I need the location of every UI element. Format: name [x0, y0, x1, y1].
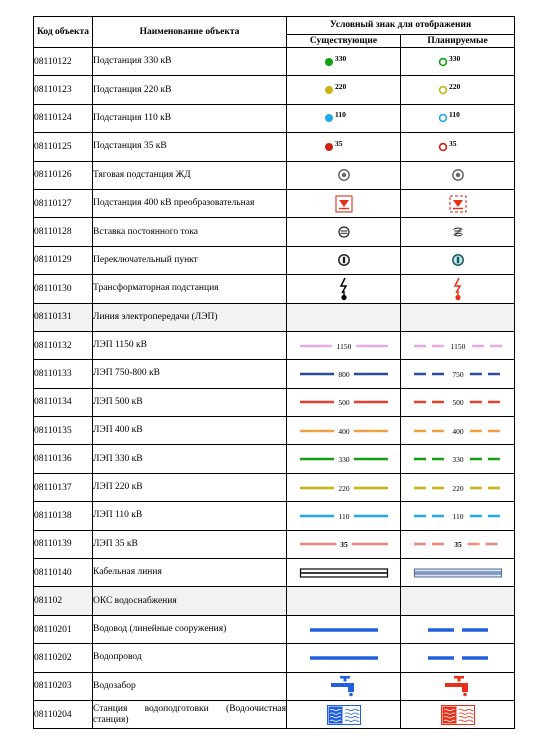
planned-symbol-cell	[401, 644, 515, 672]
object-name: Подстанция 220 кВ	[93, 76, 287, 104]
existing-symbol-cell	[287, 473, 401, 501]
power-line-existing-icon	[300, 453, 388, 465]
table-row	[34, 218, 515, 246]
existing-symbol-cell	[287, 615, 401, 643]
existing-symbol-cell	[287, 417, 401, 445]
object-code: 08110133	[34, 360, 93, 388]
table-row	[34, 104, 515, 132]
object-name: ЛЭП 110 кВ	[93, 502, 287, 530]
existing-symbol-cell	[287, 644, 401, 672]
substation-existing-icon	[322, 83, 366, 97]
power-line-planned-icon	[414, 368, 502, 380]
line-label: 750	[451, 369, 464, 379]
object-name: ЛЭП 220 кВ	[93, 473, 287, 501]
line-label: 220	[337, 483, 350, 493]
existing-symbol-cell	[287, 189, 401, 217]
substation-label: 110	[448, 110, 460, 120]
power-line-planned-icon	[414, 425, 502, 437]
planned-symbol-cell	[401, 672, 515, 700]
group-row	[34, 587, 515, 615]
object-name: Водопровод	[93, 644, 287, 672]
object-name: Кабельная линия	[93, 559, 287, 587]
power-line-planned-icon	[414, 396, 502, 408]
existing-symbol-cell	[287, 76, 401, 104]
object-name: ЛЭП 400 кВ	[93, 417, 287, 445]
object-code: 08110128	[34, 218, 93, 246]
water-line-planned-icon	[428, 626, 488, 634]
existing-symbol-cell	[287, 48, 401, 76]
table-row	[34, 161, 515, 189]
power-line-existing-icon	[300, 340, 388, 352]
header-symbol: Условный знак для отображения	[287, 17, 515, 35]
traction-substation-planned-icon	[451, 168, 465, 182]
cable-line-existing-icon	[300, 567, 388, 579]
table-row	[34, 530, 515, 558]
dc-insert-existing-icon	[337, 225, 351, 239]
table-row	[34, 417, 515, 445]
switching-point-existing-icon	[337, 253, 351, 267]
header-name: Наименование объекта	[93, 17, 287, 48]
line-label: 330	[451, 454, 464, 464]
switching-point-planned-icon	[451, 253, 465, 267]
group-row	[34, 303, 515, 331]
table-row	[34, 388, 515, 416]
table-row	[34, 331, 515, 359]
transformer-substation-existing-icon	[337, 277, 351, 301]
line-label: 110	[338, 511, 349, 521]
object-code: 08110126	[34, 161, 93, 189]
planned-symbol-cell	[401, 587, 515, 615]
power-line-planned-icon	[414, 510, 502, 522]
line-label: 1150	[336, 341, 351, 351]
object-name: Станция водоподготовки (Водоочистная станция)	[93, 700, 287, 728]
planned-symbol-cell	[401, 161, 515, 189]
object-name: Вставка постоянного тока	[93, 218, 287, 246]
substation-label: 330	[448, 53, 460, 63]
planned-symbol-cell	[401, 559, 515, 587]
power-line-existing-icon	[300, 425, 388, 437]
line-label: 35	[339, 540, 348, 550]
object-code: 08110127	[34, 189, 93, 217]
table-row	[34, 559, 515, 587]
line-label: 35	[453, 540, 462, 550]
object-name: ЛЭП 750-800 кВ	[93, 360, 287, 388]
object-code: 08110140	[34, 559, 93, 587]
existing-symbol-cell	[287, 388, 401, 416]
existing-symbol-cell	[287, 559, 401, 587]
header-existing: Существующие	[287, 35, 401, 48]
object-name: Водозабор	[93, 672, 287, 700]
planned-symbol-cell	[401, 700, 515, 728]
object-code: 08110202	[34, 644, 93, 672]
line-label: 1150	[450, 341, 465, 351]
object-code: 08110129	[34, 246, 93, 274]
substation-label: 220	[448, 82, 460, 92]
object-name: ЛЭП 330 кВ	[93, 445, 287, 473]
substation-label: 35	[448, 138, 456, 148]
power-line-existing-icon	[300, 368, 388, 380]
traction-substation-existing-icon	[337, 168, 351, 182]
substation-existing-icon	[322, 140, 366, 154]
table-row	[34, 644, 515, 672]
line-label: 500	[451, 398, 464, 408]
object-code: 08110125	[34, 133, 93, 161]
legend-document	[33, 16, 514, 729]
object-name: Линия электропередачи (ЛЭП)	[93, 303, 287, 331]
substation-planned-icon	[436, 55, 480, 69]
object-name: Подстанция 110 кВ	[93, 104, 287, 132]
water-treatment-existing-icon	[327, 705, 361, 725]
power-line-planned-icon	[414, 340, 502, 352]
table-row	[34, 445, 515, 473]
object-code: 08110130	[34, 275, 93, 303]
dc-insert-planned-icon	[451, 225, 465, 239]
cable-line-planned-icon	[414, 567, 502, 579]
planned-symbol-cell	[401, 76, 515, 104]
object-code: 081102	[34, 587, 93, 615]
converter-substation-existing-icon	[335, 195, 353, 213]
object-code: 08110134	[34, 388, 93, 416]
object-name: ЛЭП 35 кВ	[93, 530, 287, 558]
line-label: 400	[337, 426, 350, 436]
existing-symbol-cell	[287, 502, 401, 530]
power-line-existing-icon	[300, 482, 388, 494]
substation-label: 35	[334, 138, 342, 148]
planned-symbol-cell	[401, 246, 515, 274]
table-row	[34, 502, 515, 530]
table-row	[34, 360, 515, 388]
planned-symbol-cell	[401, 530, 515, 558]
object-code: 08110203	[34, 672, 93, 700]
power-line-existing-icon	[300, 396, 388, 408]
planned-symbol-cell	[401, 360, 515, 388]
existing-symbol-cell	[287, 133, 401, 161]
power-line-planned-icon	[414, 538, 502, 550]
existing-symbol-cell	[287, 246, 401, 274]
existing-symbol-cell	[287, 672, 401, 700]
substation-existing-icon	[322, 111, 366, 125]
planned-symbol-cell	[401, 303, 515, 331]
converter-substation-planned-icon	[449, 195, 467, 213]
object-name: Водовод (линейные сооружения)	[93, 615, 287, 643]
existing-symbol-cell	[287, 331, 401, 359]
existing-symbol-cell	[287, 218, 401, 246]
object-name: Трансформаторная подстанция	[93, 275, 287, 303]
legend-table	[33, 16, 515, 729]
object-code: 08110201	[34, 615, 93, 643]
object-name: Тяговая подстанция ЖД	[93, 161, 287, 189]
line-label: 220	[451, 483, 464, 493]
table-row	[34, 189, 515, 217]
existing-symbol-cell	[287, 104, 401, 132]
object-code: 08110132	[34, 331, 93, 359]
object-code: 08110137	[34, 473, 93, 501]
substation-label: 330	[334, 53, 346, 63]
existing-symbol-cell	[287, 360, 401, 388]
planned-symbol-cell	[401, 48, 515, 76]
object-code: 08110124	[34, 104, 93, 132]
table-row	[34, 133, 515, 161]
table-row	[34, 48, 515, 76]
existing-symbol-cell	[287, 700, 401, 728]
object-name: Подстанция 330 кВ	[93, 48, 287, 76]
substation-label: 110	[334, 110, 346, 120]
planned-symbol-cell	[401, 133, 515, 161]
water-line-existing-icon	[310, 626, 378, 634]
table-row	[34, 615, 515, 643]
line-label: 110	[452, 511, 463, 521]
existing-symbol-cell	[287, 445, 401, 473]
planned-symbol-cell	[401, 275, 515, 303]
object-name: Переключательный пункт	[93, 246, 287, 274]
object-code: 08110139	[34, 530, 93, 558]
table-row	[34, 473, 515, 501]
substation-existing-icon	[322, 55, 366, 69]
power-line-planned-icon	[414, 482, 502, 494]
planned-symbol-cell	[401, 502, 515, 530]
water-treatment-planned-icon	[441, 705, 475, 725]
object-code: 08110131	[34, 303, 93, 331]
table-row	[34, 700, 515, 728]
table-row	[34, 246, 515, 274]
power-line-existing-icon	[300, 510, 388, 522]
planned-symbol-cell	[401, 189, 515, 217]
substation-planned-icon	[436, 83, 480, 97]
existing-symbol-cell	[287, 303, 401, 331]
object-name: ЛЭП 1150 кВ	[93, 331, 287, 359]
object-code: 08110123	[34, 76, 93, 104]
planned-symbol-cell	[401, 417, 515, 445]
substation-planned-icon	[436, 111, 480, 125]
line-label: 800	[337, 369, 350, 379]
existing-symbol-cell	[287, 275, 401, 303]
table-row	[34, 76, 515, 104]
power-line-existing-icon	[300, 538, 388, 550]
planned-symbol-cell	[401, 615, 515, 643]
object-name: Подстанция 35 кВ	[93, 133, 287, 161]
object-name: ОКС водоснабжения	[93, 587, 287, 615]
water-intake-existing-icon	[330, 675, 358, 697]
object-code: 08110136	[34, 445, 93, 473]
object-code: 08110204	[34, 700, 93, 728]
power-line-planned-icon	[414, 453, 502, 465]
substation-planned-icon	[436, 140, 480, 154]
object-name: ЛЭП 500 кВ	[93, 388, 287, 416]
object-code: 08110138	[34, 502, 93, 530]
header-planned: Планируемые	[401, 35, 515, 48]
object-name: Подстанция 400 кВ преобразовательная	[93, 189, 287, 217]
planned-symbol-cell	[401, 104, 515, 132]
planned-symbol-cell	[401, 445, 515, 473]
object-code: 08110135	[34, 417, 93, 445]
line-label: 500	[337, 398, 350, 408]
existing-symbol-cell	[287, 587, 401, 615]
table-row	[34, 275, 515, 303]
planned-symbol-cell	[401, 388, 515, 416]
header-code: Код объекта	[34, 17, 93, 48]
water-line-planned-icon	[428, 654, 488, 662]
existing-symbol-cell	[287, 530, 401, 558]
line-label: 330	[337, 454, 350, 464]
object-code: 08110122	[34, 48, 93, 76]
planned-symbol-cell	[401, 473, 515, 501]
substation-label: 220	[334, 82, 346, 92]
existing-symbol-cell	[287, 161, 401, 189]
water-intake-planned-icon	[444, 675, 472, 697]
planned-symbol-cell	[401, 331, 515, 359]
line-label: 400	[451, 426, 464, 436]
planned-symbol-cell	[401, 218, 515, 246]
table-row	[34, 672, 515, 700]
transformer-substation-planned-icon	[451, 277, 465, 301]
water-line-existing-icon	[310, 654, 378, 662]
